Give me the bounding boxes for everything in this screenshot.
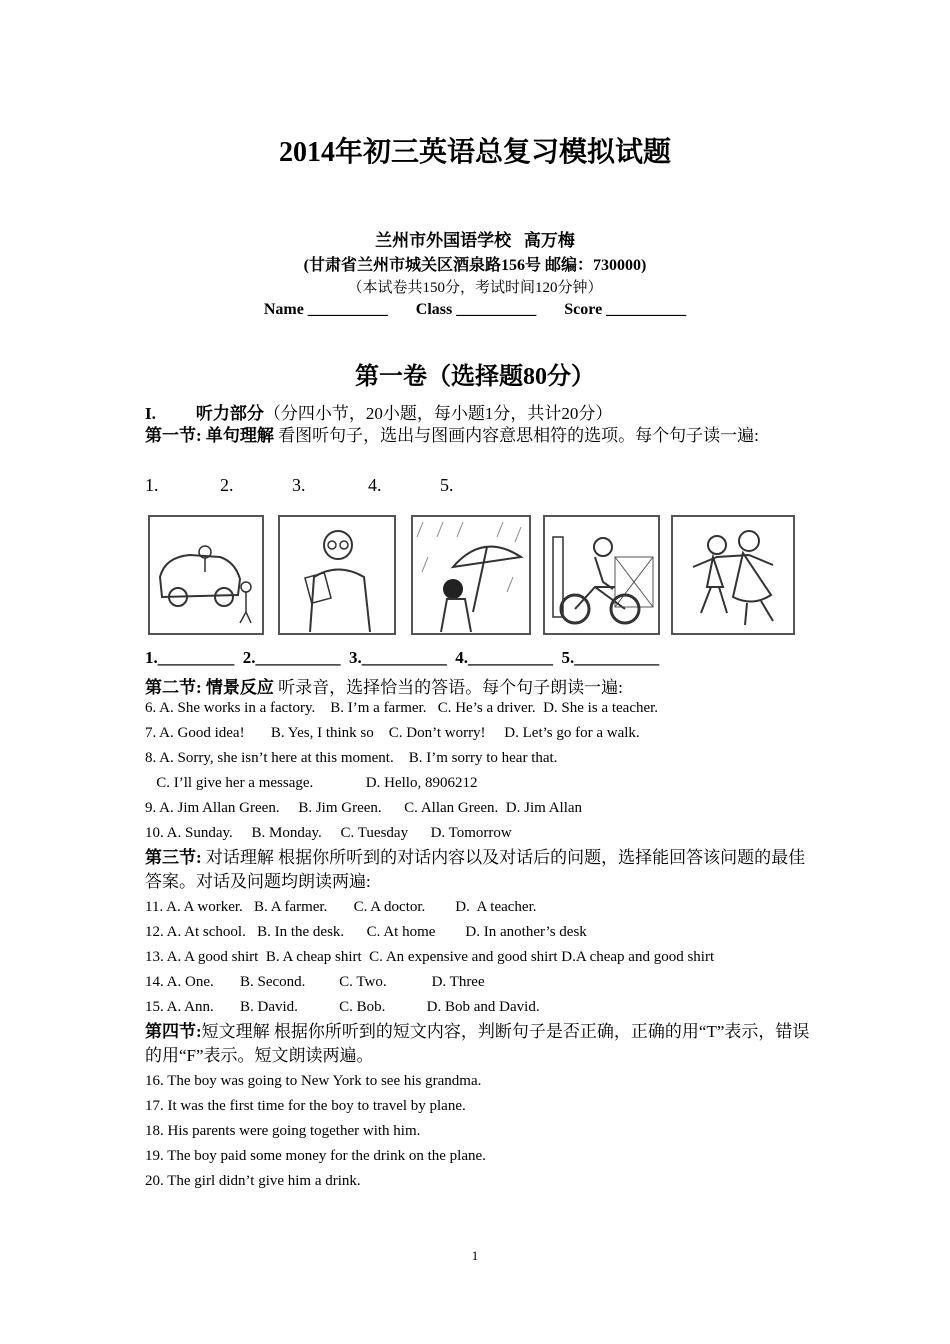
- section3-heading: [145, 846, 810, 894]
- section2-desc: 听录音，选择恰当的答语。每个句子朗读一遍:: [278, 678, 623, 697]
- section1-desc: 看图听句子，选出与图画内容意思相符的选项。每个句子读一遍:: [278, 426, 759, 445]
- umbrella-rain-icon: [411, 515, 531, 635]
- section2-heading: [145, 673, 623, 698]
- section1-title: 第一节: 单句理解: [145, 426, 274, 445]
- question-item: 11. A. A worker. B. A farmer. C. A doctor. D. A teacher.: [145, 899, 537, 915]
- question-item: 16. The boy was going to New York to see his grandma.: [145, 1073, 482, 1089]
- question-item: 20. The girl didn’t give him a drink.: [145, 1173, 361, 1189]
- question-item: C. I’ll give her a message. D. Hello, 8906212: [145, 775, 478, 791]
- question-item: 9. A. Jim Allan Green. B. Jim Green. C. Allan Green. D. Jim Allan: [145, 800, 583, 816]
- school-address: (甘肃省兰州市城关区酒泉路156号 邮编：730000): [303, 257, 647, 274]
- question-item: 10. A. Sunday. B. Monday. C. Tuesday D. Tomorrow: [145, 825, 512, 841]
- question-item: 15. A. Ann. B. David. C. Bob. D. Bob and David.: [145, 999, 540, 1015]
- listening-pictures: [145, 505, 797, 640]
- answer-blanks: 1._________ 2.__________ 3.__________ 4.__________ 5.__________: [145, 648, 660, 667]
- section3-desc: 对话理解 根据你所听到的对话内容以及对话后的问题，选择能回答该问题的最佳答案。对话及问题均朗读两遍:: [145, 848, 806, 891]
- question-item: 14. A. One. B. Second. C. Two. D. Three: [145, 974, 485, 990]
- girl-bike-icon: [543, 515, 660, 635]
- school-author: 兰州市外国语学校 高万梅: [375, 231, 575, 250]
- section4-title: 第四节:: [145, 1022, 202, 1041]
- picture-number: 1.: [145, 475, 159, 495]
- question-item: 12. A. At school. B. In the desk. C. At home D. In another’s desk: [145, 924, 587, 940]
- car-scene-icon: [148, 515, 264, 635]
- section4-heading: [145, 1020, 810, 1068]
- picture-number: 2.: [220, 475, 234, 495]
- exam-title: 2014年初三英语总复习模拟试题: [278, 137, 671, 168]
- part1-heading: [145, 399, 612, 424]
- section3-title: 第三节:: [145, 848, 202, 867]
- student-info-row: [0, 301, 950, 319]
- part1-roman: I.: [145, 404, 156, 423]
- exam-notice: （本试卷共150分，考试时间120分钟）: [347, 280, 603, 296]
- class-field: Class __________: [415, 301, 537, 318]
- name-field: Name __________: [263, 301, 388, 318]
- volume-title: 第一卷（选择题80分）: [355, 364, 595, 390]
- man-reading-icon: [278, 515, 396, 635]
- picture-number: 3.: [292, 475, 306, 495]
- question-item: 6. A. She works in a factory. B. I’m a farmer. C. He’s a driver. D. She is a teacher.: [145, 700, 659, 716]
- question-item: 18. His parents were going together with him.: [145, 1123, 421, 1139]
- picture-number: 4.: [368, 475, 382, 495]
- score-field: Score __________: [564, 301, 687, 318]
- part1-desc: （分四小节，20小题，每小题1分，共计20分）: [263, 404, 613, 423]
- question-item: 13. A. A good shirt B. A cheap shirt C. An expensive and good shirt D.A cheap and good shirt: [145, 949, 715, 965]
- page-number: 1: [471, 1248, 479, 1263]
- part1-title: 听力部分: [195, 404, 264, 423]
- section4-desc: 短文理解 根据你所听到的短文内容，判断句子是否正确，正确的用“T”表示，错误的用“F”表示。短文朗读两遍。: [145, 1022, 810, 1065]
- section1-heading: [145, 424, 810, 448]
- question-item: 7. A. Good idea! B. Yes, I think so C. Don’t worry! D. Let’s go for a walk.: [145, 725, 640, 741]
- picture-number: 5.: [440, 475, 454, 495]
- question-item: 17. It was the first time for the boy to travel by plane.: [145, 1098, 466, 1114]
- question-item: 19. The boy paid some money for the drink on the plane.: [145, 1148, 486, 1164]
- question-item: 8. A. Sorry, she isn’t here at this moment. B. I’m sorry to hear that.: [145, 750, 558, 766]
- section2-title: 第二节: 情景反应: [145, 678, 274, 697]
- children-dancing-icon: [671, 515, 795, 635]
